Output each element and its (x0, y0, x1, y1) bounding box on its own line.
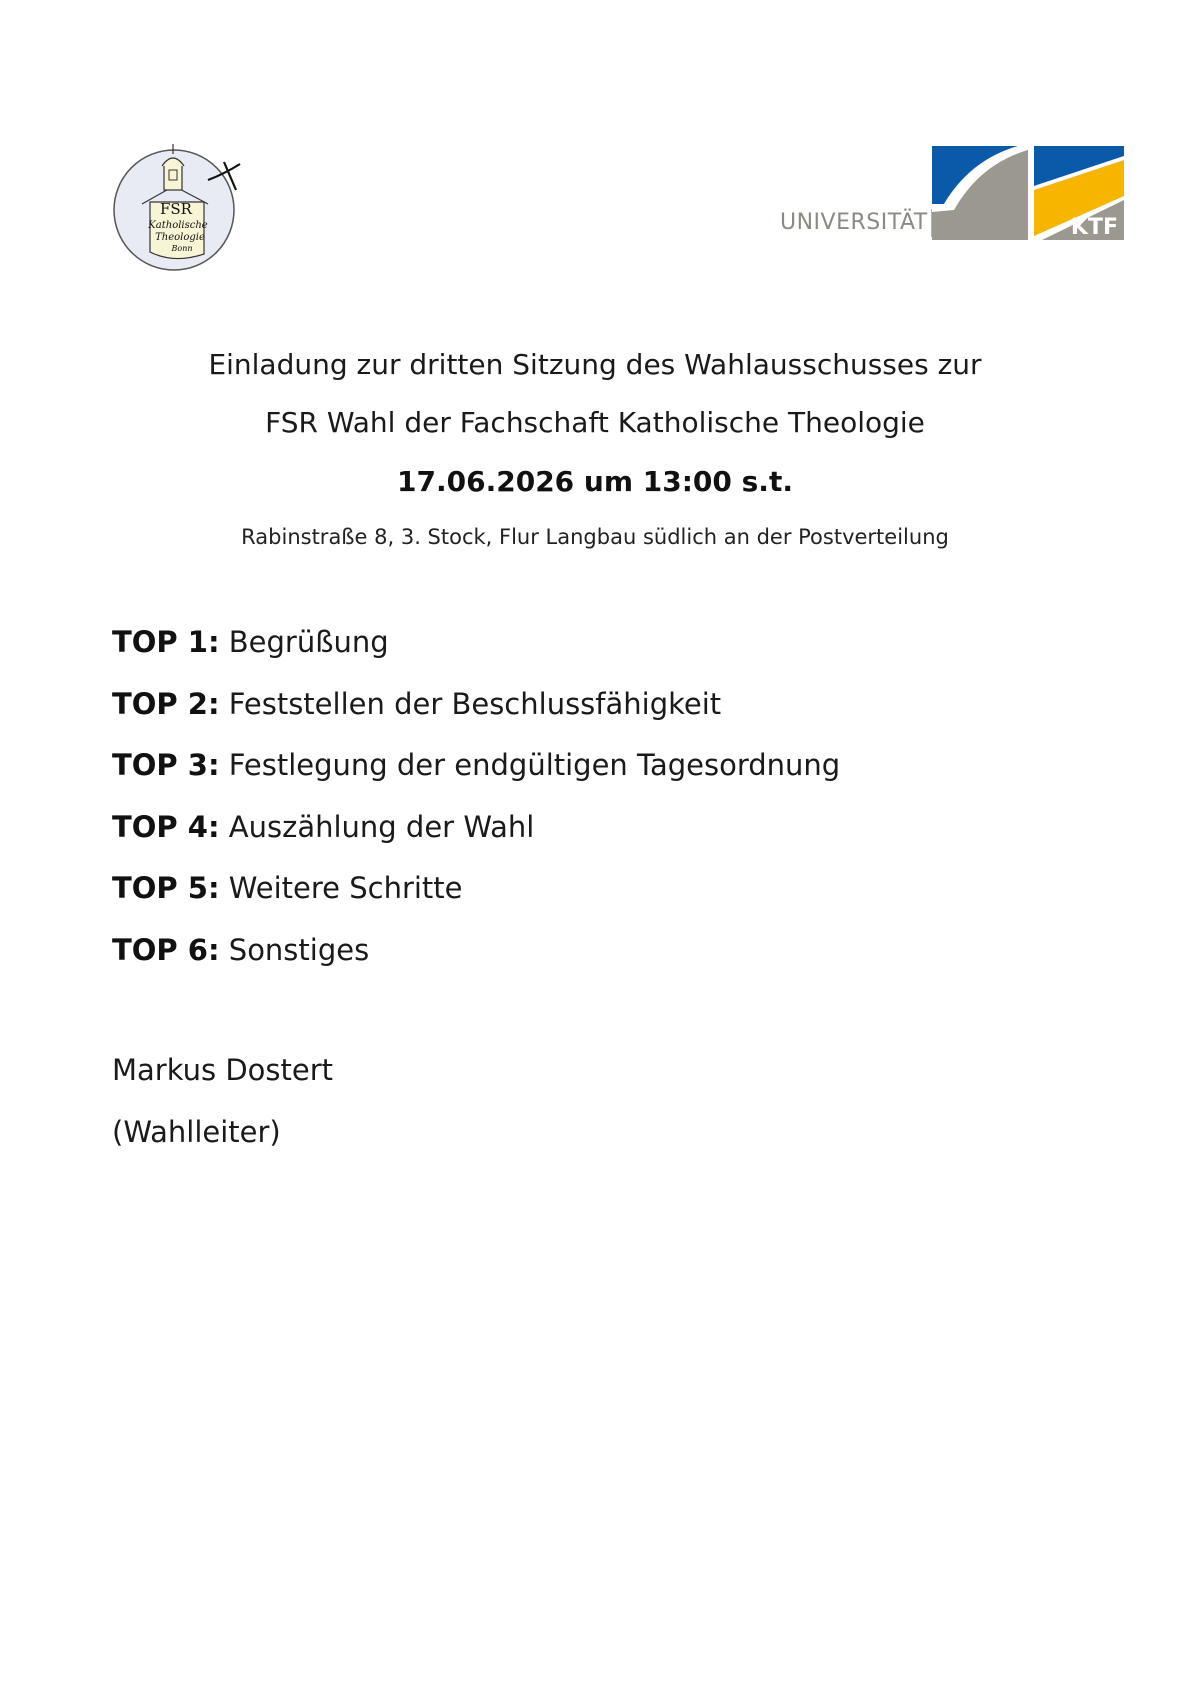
fsr-logo-text-4: Bonn (171, 244, 193, 253)
signature-block (112, 1050, 333, 1174)
agenda-item (112, 807, 840, 869)
agenda-item (112, 745, 840, 807)
agenda-item (112, 684, 840, 746)
agenda-item-label: TOP 5: (112, 871, 220, 905)
agenda-item-text: Feststellen der Beschlussfähigkeit (228, 686, 722, 721)
meeting-date: 17.06.2026 um 13:00 s.t. (397, 465, 793, 498)
agenda-item (112, 868, 840, 930)
signatory-role: (Wahlleiter) (112, 1115, 281, 1149)
fsr-logo-text-3: Theologie (155, 232, 205, 243)
agenda-item-text: Festlegung der endgültigen Tagesordnung (228, 748, 841, 782)
agenda-item (112, 622, 840, 684)
fsr-logo-text-1: FSR (160, 200, 192, 218)
university-word: UNIVERSITÄT (780, 210, 928, 235)
agenda-list (112, 622, 840, 991)
fsr-logo-text-2: Katholische (148, 220, 208, 231)
agenda-item-text: Auszählung der Wahl (228, 809, 535, 844)
agenda-item-label: TOP 3: (112, 748, 220, 782)
university-logo (780, 140, 1120, 240)
university-emblem (930, 140, 1125, 240)
heading-line-1: Einladung zur dritten Sitzung des Wahlausschusses zur (208, 348, 982, 381)
meeting-location: Rabinstraße 8, 3. Stock, Flur Langbau südlich an der Postverteilung (241, 525, 949, 549)
agenda-item-label: TOP 4: (112, 809, 220, 844)
agenda-item-label: TOP 2: (112, 686, 220, 721)
agenda-item-label: TOP 6: (112, 932, 220, 967)
heading-line-2: FSR Wahl der Fachschaft Katholische Theologie (265, 406, 925, 439)
agenda-item-text: Sonstiges (228, 932, 370, 967)
fsr-logo (112, 140, 252, 276)
signatory-name: Markus Dostert (112, 1053, 334, 1087)
agenda-item-label: TOP 1: (112, 625, 220, 659)
ktf-label: KTF (1070, 215, 1118, 240)
agenda-item (112, 930, 840, 992)
agenda-item-text: Begrüßung (228, 625, 389, 659)
agenda-item-text: Weitere Schritte (228, 871, 463, 905)
